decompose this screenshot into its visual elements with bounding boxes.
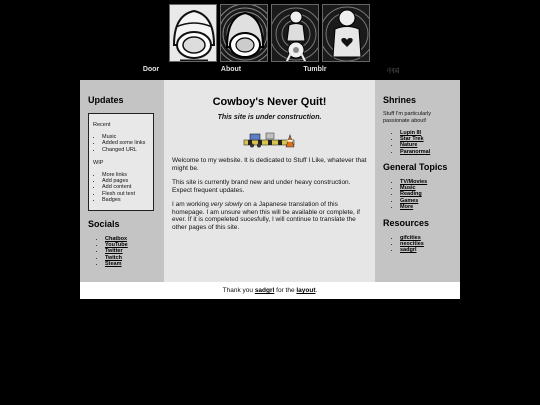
shrines-heading: Shrines: [383, 95, 417, 105]
nav-link-tumblr[interactable]: Tumblr: [303, 66, 327, 73]
shrines-description: Stuff I'm particularly passionate about!: [383, 111, 432, 124]
footer-link-sadgrl[interactable]: sadgrl: [254, 287, 275, 294]
topic-link-reading[interactable]: Reading: [400, 191, 422, 198]
footer-text: for the: [274, 287, 297, 294]
list-item: • More links: [102, 172, 149, 178]
nav-link-chinese[interactable]: 中国: [386, 69, 400, 75]
resources-heading: Resources: [383, 218, 430, 228]
footer-link-layout[interactable]: layout: [296, 287, 316, 294]
left-sidebar: [80, 80, 164, 282]
topic-link-games[interactable]: Games: [400, 197, 419, 204]
list-item: • Changed URL: [102, 147, 149, 153]
astronaut-figure-art: [272, 5, 319, 62]
updates-heading: Updates: [88, 95, 124, 105]
list-item: • Add content: [102, 184, 149, 190]
topics-list: [383, 179, 427, 210]
translation-text-end: on a Japanese translation of this homepage. I am unsure when this will be available or complete, if ever. If it is compeleted sucesfully, I will continue to translate the other pages of this site.: [172, 201, 360, 231]
list-item: • Added some links: [102, 140, 149, 146]
wip-list: [93, 172, 149, 203]
heart-suit-art: [323, 5, 370, 62]
resource-link-neocities[interactable]: neocities: [400, 241, 424, 248]
list-item: • Badges: [102, 197, 149, 203]
shrines-list: [383, 130, 430, 155]
right-sidebar: [375, 80, 460, 282]
list-item: • Music: [102, 134, 149, 140]
page-layout: [80, 80, 460, 299]
banner-panel-spiral-helmet: [220, 4, 268, 62]
under-construction-icon: [242, 131, 298, 148]
nav-link-door[interactable]: Door: [142, 66, 160, 73]
shrine-link-lupin[interactable]: Lupin III: [400, 130, 422, 136]
socials-list: [88, 236, 128, 267]
banner-panel-astronaut: [169, 4, 217, 62]
resource-link-gifcities[interactable]: gifcities: [400, 235, 421, 241]
social-link-twitch[interactable]: Twitch: [105, 254, 123, 261]
social-link-chatbox[interactable]: Chatbox: [105, 236, 127, 242]
social-link-twitter[interactable]: Twitter: [105, 248, 123, 255]
spiral-helmet-art: [221, 5, 268, 62]
page-title: Cowboy's Never Quit!: [212, 96, 327, 108]
list-item: • Add pages: [102, 178, 149, 184]
resources-list: [383, 235, 424, 254]
topic-link-tv-movies[interactable]: TV/Movies: [400, 179, 428, 185]
social-link-steam[interactable]: Steam: [105, 260, 122, 267]
footer: [80, 282, 460, 299]
recent-label: Recent: [93, 122, 111, 128]
construction-notice: This site is under construction.: [217, 114, 322, 121]
topic-link-music[interactable]: Music: [400, 185, 416, 192]
resource-link-sadgrl[interactable]: sadgrl: [400, 247, 417, 254]
translation-emphasis: very slowly: [210, 201, 243, 208]
recent-list: [93, 134, 149, 153]
footer-text: .: [315, 287, 318, 294]
main-content: [164, 80, 375, 282]
translation-text-start: I am working: [172, 201, 211, 208]
shrine-link-nature[interactable]: Nature: [400, 142, 418, 149]
wip-label: WIP: [93, 159, 104, 166]
topic-link-more[interactable]: More: [400, 203, 414, 210]
general-topics-heading: General Topics: [383, 162, 448, 172]
social-link-youtube[interactable]: YouTube: [105, 242, 128, 249]
brand-new-paragraph: This site is currently brand new and under heavy construction. Expect frequent updates.: [172, 179, 351, 194]
banner-panel-heart-suit: [322, 4, 370, 62]
list-item: • Flesh out text: [102, 191, 149, 197]
header-banner: [169, 4, 371, 62]
shrine-link-star-trek[interactable]: Star Trek: [400, 136, 424, 143]
welcome-paragraph: Welcome to my website. It is dedicated to Stuff I Like, whatever that might be.: [172, 157, 367, 172]
top-navigation: [80, 66, 460, 78]
astronaut-helmet-art: [170, 5, 217, 62]
nav-link-about[interactable]: About: [220, 66, 242, 73]
shrine-link-paranormal[interactable]: Paranormal: [400, 148, 431, 155]
socials-heading: Socials: [88, 219, 120, 229]
banner-panel-figure: [271, 4, 319, 62]
updates-box[interactable]: [88, 113, 154, 211]
footer-text: Thank you: [222, 287, 255, 294]
translation-paragraph: [172, 201, 368, 231]
